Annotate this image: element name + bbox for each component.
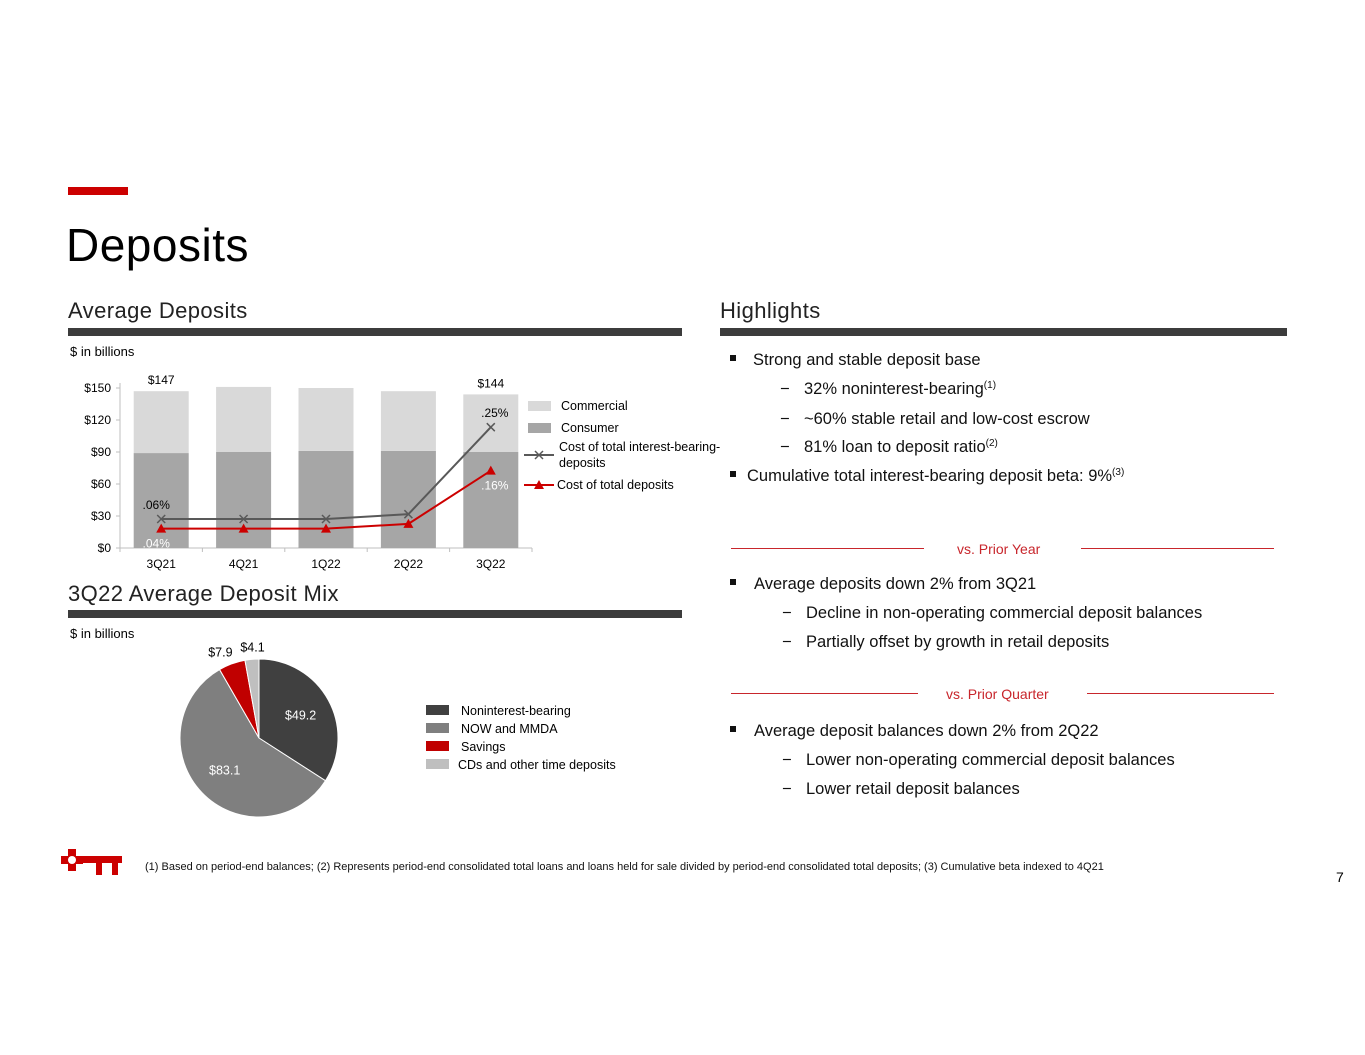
y-tick-label: $120 <box>84 413 111 427</box>
legend-label: Cost of total deposits <box>557 478 674 492</box>
y-tick-label: $30 <box>90 509 111 523</box>
bullet-icon <box>730 726 736 732</box>
legend-swatch <box>426 741 449 751</box>
pie-slice-label: $7.9 <box>208 645 233 660</box>
bar-total-label: $147 <box>147 373 175 388</box>
avg-deposits-chart <box>68 365 721 575</box>
y-tick-label: $60 <box>90 477 111 491</box>
prior-quarter-label: vs. Prior Quarter <box>946 686 1049 702</box>
bar-commercial <box>134 391 189 453</box>
legend-label: Savings <box>461 740 506 754</box>
bullet-icon <box>730 355 736 361</box>
prior-year-divider-left <box>731 548 924 549</box>
highlight-subitem: − 32% noninterest-bearing$^{(1)}$ <box>780 380 997 398</box>
prior-quarter-divider-right <box>1087 693 1274 694</box>
y-tick-label: $150 <box>84 381 111 395</box>
pie-slice-label: $83.1 <box>209 763 241 778</box>
prior-year-item: Average deposits down 2% from 3Q21 <box>730 575 1036 594</box>
deposit-mix-rule <box>68 610 682 618</box>
bar-consumer <box>381 451 436 548</box>
highlight-item: Strong and stable deposit base <box>730 351 981 370</box>
prior-quarter-subitem: − Lower non-operating commercial deposit balances <box>782 751 1175 769</box>
x-tick-label: 3Q22 <box>476 557 506 571</box>
highlight-item: Cumulative total interest-bearing deposit beta: 9%$^{(3)}$ <box>730 467 1124 486</box>
line-data-label: .25% <box>481 406 509 421</box>
y-tick-label: $0 <box>97 541 111 555</box>
footnote: (1) Based on period-end balances; (2) Represents period-end consolidated total loans and loans held for sale divided by period-end consolidated total deposits; (3) Cumulative beta indexed to 4Q21 <box>145 861 1104 873</box>
dash-icon: − <box>780 438 790 456</box>
dash-icon: − <box>782 751 792 769</box>
bar-consumer <box>299 451 354 548</box>
pie-slice-label: $4.1 <box>240 640 265 655</box>
dash-icon: − <box>782 780 792 798</box>
highlights-rule <box>720 328 1287 336</box>
deposit-mix-title: 3Q22 Average Deposit Mix <box>68 581 339 606</box>
legend-label: deposits <box>559 456 606 470</box>
title-accent-bar <box>68 187 128 195</box>
x-tick-label: 4Q21 <box>228 557 259 571</box>
legend-label: Noninterest-bearing <box>461 704 571 718</box>
page-number: 7 <box>1336 869 1344 885</box>
x-tick-label: 3Q21 <box>146 557 176 571</box>
prior-year-subitem: − Decline in non-operating commercial deposit balances <box>782 604 1203 622</box>
prior-year-subitem: − Partially offset by growth in retail deposits <box>782 633 1110 651</box>
legend-label: CDs and other time deposits <box>458 758 616 772</box>
legend-label: Cost of total interest-bearing- <box>559 440 721 454</box>
bar-commercial <box>216 387 271 452</box>
x-tick-label: 2Q22 <box>393 557 424 571</box>
legend-label: Commercial <box>561 399 628 413</box>
page-title: Deposits <box>66 219 249 271</box>
bar-commercial <box>381 391 436 451</box>
bar-total-label: $144 <box>477 376 505 391</box>
avg-deposits-title: Average Deposits <box>68 298 248 323</box>
bullet-icon <box>730 579 736 585</box>
dash-icon: − <box>780 410 790 428</box>
legend-swatch <box>528 423 551 433</box>
line-data-label: .06% <box>142 498 170 512</box>
dash-icon: − <box>782 604 792 622</box>
prior-year-label: vs. Prior Year <box>957 541 1041 557</box>
bar-commercial <box>299 388 354 451</box>
avg-deposits-unit: $ in billions <box>70 344 135 359</box>
line-data-label: .16% <box>481 478 509 493</box>
prior-quarter-item: Average deposit balances down 2% from 2Q22 <box>730 722 1099 741</box>
legend-swatch <box>426 705 449 715</box>
legend-swatch <box>426 759 449 769</box>
avg-deposits-rule <box>68 328 682 336</box>
legend-swatch <box>528 401 551 411</box>
bullet-icon <box>730 471 736 477</box>
y-tick-label: $90 <box>90 445 111 459</box>
dash-icon: − <box>782 633 792 651</box>
dash-icon: − <box>780 380 790 398</box>
legend-label: Consumer <box>561 421 619 435</box>
prior-quarter-subitem: − Lower retail deposit balances <box>782 780 1020 798</box>
highlights-title: Highlights <box>720 298 821 323</box>
deposit-mix-unit: $ in billions <box>70 626 135 641</box>
bar-commercial <box>463 394 518 452</box>
prior-quarter-divider-left <box>731 693 918 694</box>
deposit-mix-chart <box>68 636 668 826</box>
prior-year-divider-right <box>1081 548 1274 549</box>
legend-label: NOW and MMDA <box>461 722 558 736</box>
line-data-label: .04% <box>142 536 170 551</box>
bar-consumer <box>216 452 271 548</box>
highlight-subitem: − ~60% stable retail and low-cost escrow <box>780 410 1090 428</box>
highlight-subitem: − 81% loan to deposit ratio$^{(2)}$ <box>780 438 998 456</box>
legend-swatch <box>426 723 449 733</box>
x-tick-label: 1Q22 <box>311 557 341 571</box>
pie-slice-label: $49.2 <box>284 708 317 723</box>
key-logo-icon <box>58 846 124 878</box>
